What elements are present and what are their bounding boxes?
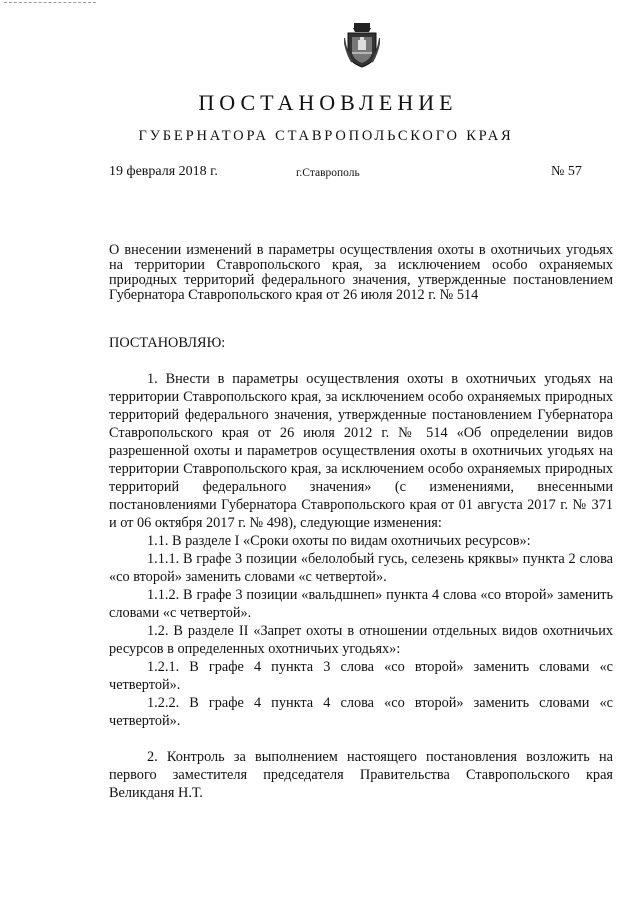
paragraph-1: 1. Внести в параметры осуществления охоты в охотничьих угодьях на территории Ставропольского края, за исключением особо охраняемых природных территорий федерального значения, утвержденные постановлением Губернатора Ставропольского края от 26 июля 2012 г. № 514 «Об определении видов разрешенной охоты и параметров осуществления охоты в охотничьих угодьях на территории Ставропольского края, за исключением особо охраняемых природных территорий федерального значения» (с изменениями, внесенными постановлениями Губернатора Ставропольского края от 01 августа 2017 г. № 371 и от 06 октября 2017 г. № 498), следующие изменения: xyxy=(109,371,613,531)
paragraph-1-2-2: 1.2.2. В графе 4 пункта 4 слова «со второй» заменить словами «с четвертой». xyxy=(109,695,613,729)
paragraph-1-2: 1.2. В разделе II «Запрет охоты в отношении отдельных видов охотничьих ресурсов в определенных охотничьих угодьях»: xyxy=(109,623,613,657)
paragraph-1-1: 1.1. В разделе I «Сроки охоты по видам охотничьих ресурсов»: xyxy=(147,533,531,549)
document-number: № 57 xyxy=(551,164,582,179)
document-title: ПОСТАНОВЛЕНИЕ xyxy=(198,90,458,115)
scan-artifact-line xyxy=(4,2,96,3)
document-date: 19 февраля 2018 г. xyxy=(109,164,218,179)
coat-of-arms-icon xyxy=(344,22,380,68)
document-body xyxy=(109,370,613,802)
paragraph-2: 2. Контроль за выполнением настоящего постановления возложить на первого заместителя председателя Правительства Ставропольского края Великданя Н.Т. xyxy=(109,749,613,801)
document-subject: О внесении изменений в параметры осуществления охоты в охотничьих угодьях на территории Ставропольского края, за исключением особо охраняемых природных территорий федерального значения, утвержденные постановлением Губернатора Ставропольского края от 26 июля 2012 г. № 514 xyxy=(109,242,613,303)
document-city: г.Ставрополь xyxy=(296,167,360,179)
decree-heading: ПОСТАНОВЛЯЮ: xyxy=(109,335,226,351)
document-subtitle: ГУБЕРНАТОРА СТАВРОПОЛЬСКОГО КРАЯ xyxy=(138,128,514,144)
paragraph-1-1-1: 1.1.1. В графе 3 позиции «белолобый гусь, селезень кряквы» пункта 2 слова «со второй» заменить словами «с четвертой». xyxy=(109,551,613,585)
paragraph-1-1-2: 1.1.2. В графе 3 позиции «вальдшнеп» пункта 4 слова «со второй» заменить словами «с четвертой». xyxy=(109,587,613,621)
paragraph-1-2-1: 1.2.1. В графе 4 пункта 3 слова «со второй» заменить словами «с четвертой». xyxy=(109,659,613,693)
